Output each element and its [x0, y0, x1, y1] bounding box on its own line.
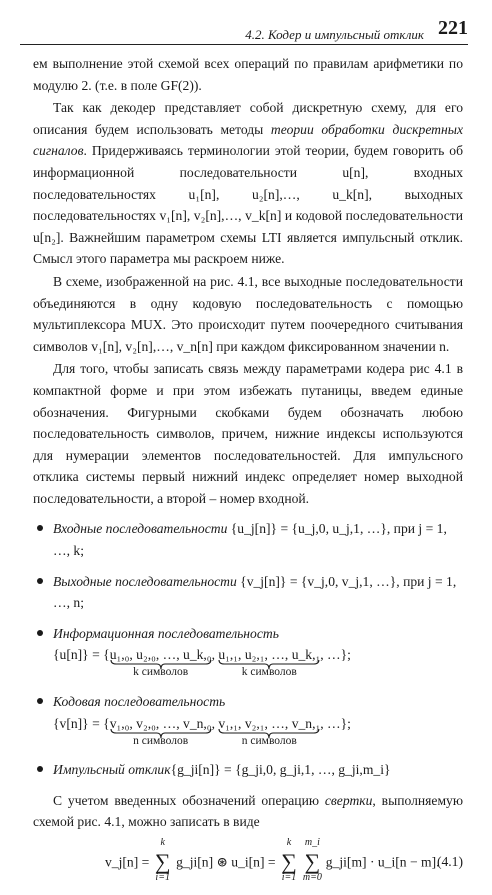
output-sequences-expr: {v_j[n]} = {v_j,0, v_j,1, …}, при j = 1, …, n;: [53, 573, 457, 611]
code-sequence-lhs: {v[n]} = {: [53, 715, 110, 731]
sum-3-upper: m_i: [304, 837, 320, 848]
paragraph-2: [33, 97, 463, 270]
sum-2-upper: k: [286, 837, 292, 848]
code-group-1-caption: n символов: [133, 734, 189, 747]
running-title: 4.2. Кодер и импульсный отклик: [245, 27, 424, 42]
equation-body: [105, 837, 440, 883]
paragraph-5-text-b: , выполняемую схемой рис. 4.1, можно записать в виде: [33, 792, 464, 830]
information-sequence-lhs: {u[n]} = {: [53, 647, 110, 663]
output-sequences-label: Выходные последовательности: [53, 573, 237, 589]
page-number: 221: [438, 17, 468, 39]
input-sequences-expr: {u_j[n]} = {u_j,0, u_j,1, …}, при j = 1, …, k;: [53, 521, 447, 559]
paragraph-2-text-b: . Придерживаясь терминологии этой теории, будем говорить об информационной последовательности u[n], входных последовательностях u₁[n], u₂[n],…, u_k[n], выходных последовательностях v₁[n], v₂[n],…, v_k[n] и кодовой последовательности u[n₂]. Важнейшим параметром схемы LTI является импульсный отклик. Смысл этого параметра мы раскроем ниже.: [33, 143, 463, 267]
page-body: [33, 53, 463, 895]
sigma-icon: ∑: [281, 849, 297, 874]
information-group-2: [218, 644, 321, 679]
list-item-input-sequences: [33, 518, 463, 561]
paragraph-3: В схеме, изображенной на рис. 4.1, все выходные последовательности объединяются в одну кодовую последовательность с помощью мультиплексора MUX. Это происходит путем поочередного считывания символов v₁[n], v₂[n],…, v_n[n] при каждом фиксированном значении n.: [33, 273, 463, 354]
information-sequence-formula: {u[n]} = {u₁,₀, u₂,₀, …, u_k,₀ k символов , u₁,₁, u₂,₁, …, u_k,₁ k символов , …};: [53, 644, 463, 666]
information-group-1: [109, 644, 212, 679]
equation-number: (4.1): [436, 854, 463, 869]
information-group-2-text: u₁,₁, u₂,₁, …, u_k,₁: [218, 647, 321, 663]
information-group-2-caption: k символов: [241, 666, 297, 679]
input-sequences-label: Входные последовательности: [53, 521, 228, 537]
information-group-1-text: u₁,₀, u₂,₀, …, u_k,₀: [109, 647, 212, 663]
code-group-1: [109, 713, 212, 747]
paragraph-1: ем выполнение этой схемой всех операций по правилам арифметики по модулю 2. (т.е. в поле GF(2)).: [33, 56, 463, 93]
sigma-icon: ∑: [304, 849, 321, 874]
sum-2-lower: i=1: [281, 872, 297, 883]
sum-sign-1: [153, 837, 173, 883]
code-sequence-tail: , …};: [320, 715, 351, 731]
sigma-icon: ∑: [154, 849, 171, 874]
code-sequence-label: Кодовая последовательность: [53, 694, 226, 710]
list-item-output-sequences: [33, 571, 463, 614]
equation-lhs: v_j[n] =: [105, 854, 153, 870]
information-sequence-tail: , …};: [320, 647, 351, 663]
sum-sign-2: [279, 837, 299, 883]
code-group-2-caption: n символов: [241, 734, 297, 747]
paragraph-5: [33, 790, 463, 833]
paragraph-2-text-a: Так как декодер представляет собой дискретную схему, для его описания будем использовать методы: [33, 100, 463, 137]
list-item-information-sequence: [33, 623, 463, 682]
list-item-code-sequence: [33, 691, 463, 750]
information-sequence-label: Информационная последовательность: [53, 625, 279, 641]
impulse-response-expr: {g_ji[n]} = {g_ji,0, g_ji,1, …, g_ji,m_i}: [170, 762, 391, 778]
sum-3-lower: m=0: [302, 872, 322, 883]
equation-rhs: g_ji[m] · u_i[n − m].: [325, 854, 440, 870]
sum-1-upper: k: [160, 837, 165, 848]
code-group-1-text: v₁,₀, v₂,₀, …, v_n,₀: [109, 715, 212, 731]
paragraph-2-italic: теории обработки дискретных сигналов: [33, 121, 463, 159]
information-group-1-caption: k символов: [133, 666, 189, 679]
paragraph-4: Для того, чтобы записать связь между параметрами кодера рис 4.1 в компактной форме и при этом избежать путаницы, введем единые обозначения. Фигурными скобками будем обозначать любою последовательность символов, причем, нижние индексы используются для нумерации элементов последовательностей. Для импульсного отклика системы первый нижний индекс определяет номер выходной последовательности, а второй – номер входной.: [33, 361, 463, 506]
equation-middle: g_ji[n] ⊛ u_i[n] =: [176, 854, 279, 870]
code-group-2: [218, 713, 321, 747]
sum-sign-3: [302, 837, 322, 883]
notation-list: [33, 518, 463, 780]
list-item-impulse-response: [33, 759, 463, 781]
page-header: [20, 18, 468, 45]
sum-1-lower: i=1: [155, 872, 170, 883]
convolution-equation: [33, 839, 463, 895]
code-group-2-text: v₁,₁, v₂,₁, …, v_n,₁: [218, 715, 321, 731]
paragraph-5-text-a: С учетом введенных обозначений операцию: [53, 792, 325, 808]
paragraph-5-italic: свертки: [324, 792, 373, 808]
code-sequence-formula: {v[n]} = {v₁,₀, v₂,₀, …, v_n,₀ n символов , v₁,₁, v₂,₁, …, v_n,₁ n символов , …};: [53, 713, 463, 735]
impulse-response-label: Импульсный отклик: [53, 762, 171, 778]
